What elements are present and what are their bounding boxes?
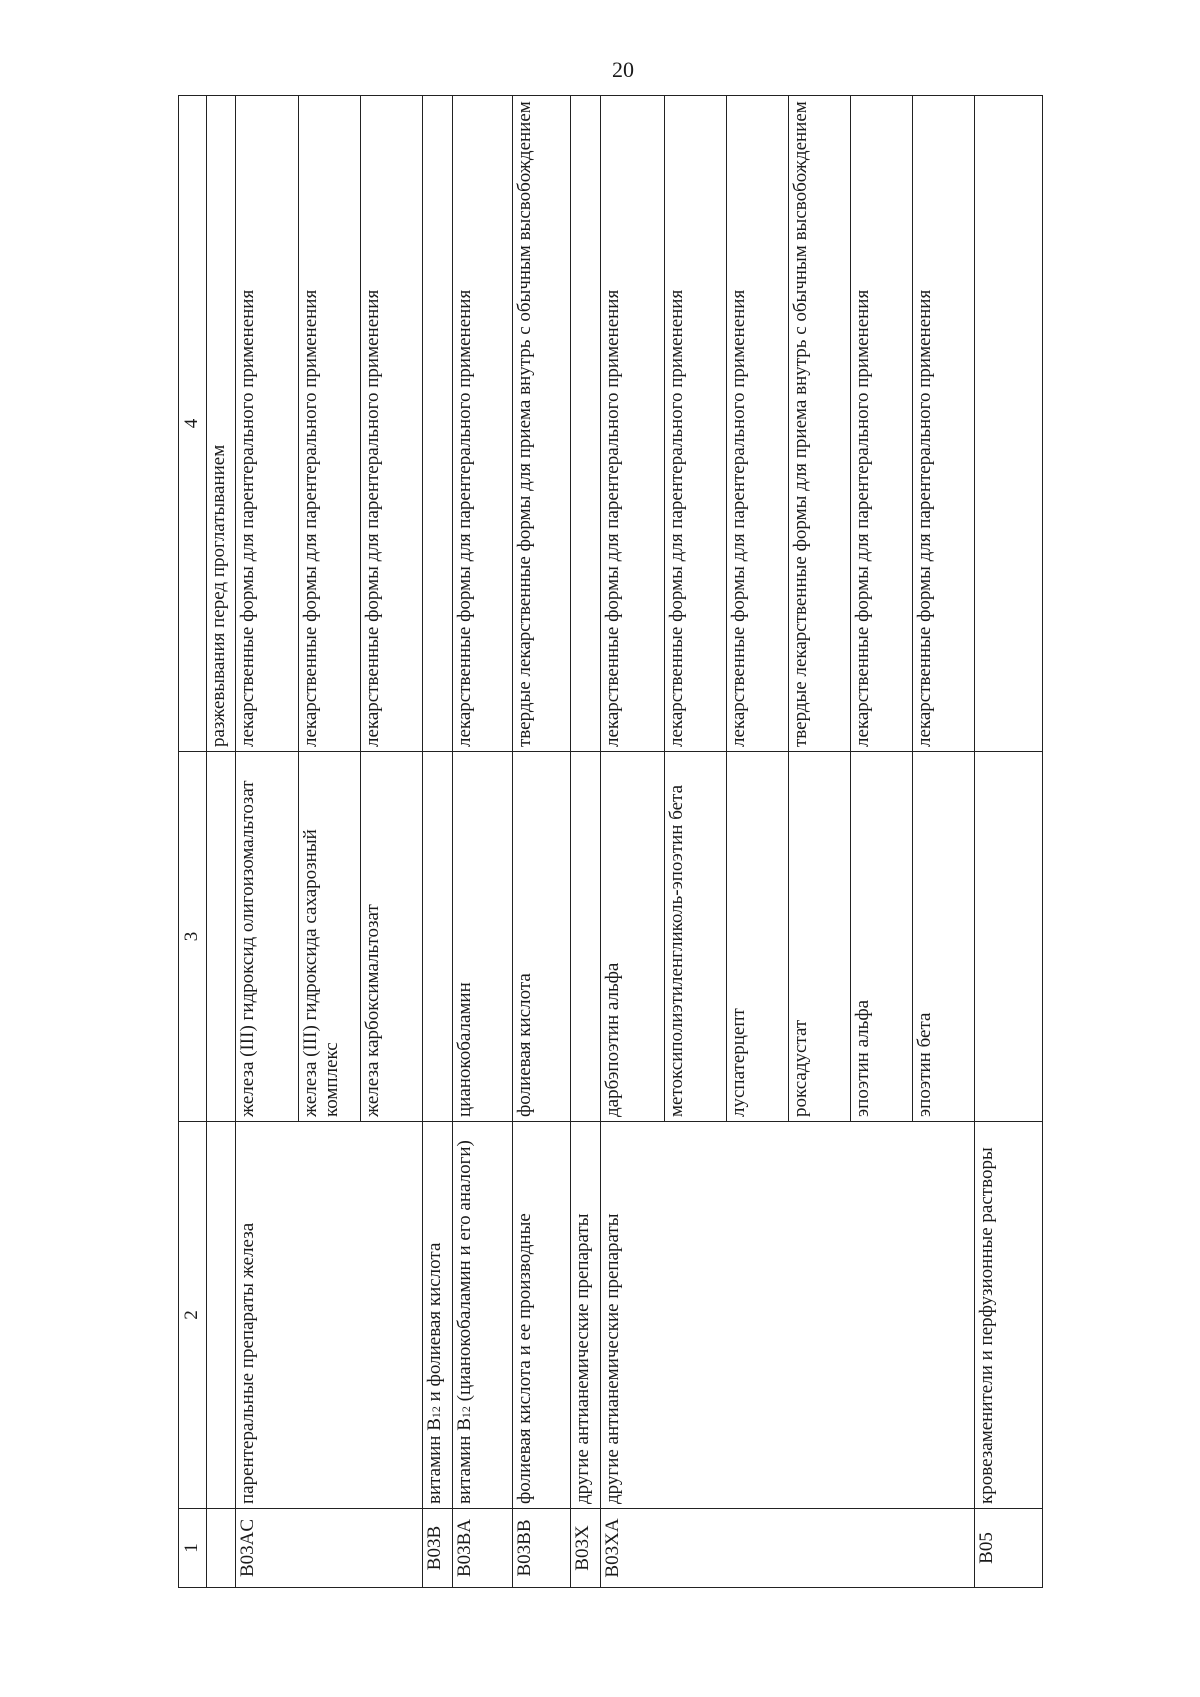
substance-cell: метоксиполиэтиленгликоль-эпоэтин бета [664, 752, 726, 1122]
column-header-1: 1 [179, 1509, 207, 1588]
atc-code-cell [207, 1509, 236, 1588]
column-header-2: 2 [179, 1122, 207, 1509]
substance-cell: эпоэтин бета [913, 752, 975, 1122]
table-row [512, 96, 570, 1588]
dosage-form-cell: твердые лекарственные формы для приема внутрь с обычным высвобождением [512, 96, 570, 752]
dosage-form-cell: твердые лекарственные формы для приема внутрь с обычным высвобождением [788, 96, 850, 752]
table-row [600, 96, 664, 1588]
dosage-form-cell: лекарственные формы для парентерального применения [664, 96, 726, 752]
dosage-form-cell [975, 96, 1043, 752]
table-row [207, 96, 236, 1588]
atc-code-cell: B03X [570, 1509, 600, 1588]
substance-cell: эпоэтин альфа [851, 752, 913, 1122]
dosage-form-cell: лекарственные формы для парентерального применения [299, 96, 361, 752]
substance-cell: железа (III) гидроксид олигоизомальтозат [235, 752, 298, 1122]
group-cell: фолиевая кислота и ее производные [512, 1122, 570, 1509]
atc-code-cell: B03XA [600, 1509, 975, 1588]
group-cell: кровезаменители и перфузионные растворы [975, 1122, 1043, 1509]
column-header-3: 3 [179, 752, 207, 1122]
dosage-form-cell: лекарственные формы для парентерального применения [600, 96, 664, 752]
substance-cell [975, 752, 1043, 1122]
dosage-form-cell: лекарственные формы для парентерального применения [851, 96, 913, 752]
group-text-subscript: 12 [429, 1406, 444, 1419]
substance-cell [570, 752, 600, 1122]
substance-cell [423, 752, 453, 1122]
table-row [975, 96, 1043, 1588]
atc-code-cell: B03BB [512, 1509, 570, 1588]
group-text-start: витамин B [424, 1418, 446, 1504]
table-row [570, 96, 600, 1588]
group-cell: другие антианемические препараты [570, 1122, 600, 1509]
substance-cell [207, 752, 236, 1122]
substance-cell: дарбэпоэтин альфа [600, 752, 664, 1122]
table-row [453, 96, 513, 1588]
dosage-form-cell: лекарственные формы для парентерального применения [361, 96, 423, 752]
table-row [235, 96, 298, 1588]
page-number: 20 [612, 57, 634, 82]
dosage-form-cell: лекарственные формы для парентерального применения [913, 96, 975, 752]
table-row [423, 96, 453, 1588]
group-text-end: (цианокобаламин и его аналоги) [454, 1140, 476, 1407]
table-header-row [179, 96, 207, 1588]
medicines-table [178, 95, 1043, 1588]
dosage-form-cell [423, 96, 453, 752]
substance-cell: цианокобаламин [453, 752, 513, 1122]
substance-cell: луспатерцепт [726, 752, 788, 1122]
substance-cell: фолиевая кислота [512, 752, 570, 1122]
dosage-form-cell: лекарственные формы для парентерального применения [453, 96, 513, 752]
substance-cell: железа (III) гидроксида сахарозный комплекс [299, 752, 361, 1122]
dosage-form-cell: лекарственные формы для парентерального применения [726, 96, 788, 752]
atc-code-cell: B03AC [235, 1509, 422, 1588]
atc-code-cell: B05 [975, 1509, 1043, 1588]
group-text-start: витамин B [454, 1418, 476, 1504]
substance-cell: железа карбоксимальтозат [361, 752, 423, 1122]
dosage-form-cell: разжевывания перед проглатыванием [207, 96, 236, 752]
atc-code-cell: B03BA [453, 1509, 513, 1588]
table-frame [178, 96, 1043, 1588]
atc-code-cell: B03B [423, 1509, 453, 1588]
group-text-subscript: 12 [459, 1406, 474, 1419]
column-header-4: 4 [179, 96, 207, 752]
dosage-form-cell: лекарственные формы для парентерального применения [235, 96, 298, 752]
group-cell [207, 1122, 236, 1509]
group-cell [423, 1122, 453, 1509]
rotated-table-container [178, 96, 1043, 1588]
substance-cell: роксадустат [788, 752, 850, 1122]
group-cell: другие антианемические препараты [600, 1122, 975, 1509]
dosage-form-cell [570, 96, 600, 752]
group-text-end: и фолиевая кислота [424, 1242, 446, 1407]
group-cell [453, 1122, 513, 1509]
group-cell: парентеральные препараты железа [235, 1122, 422, 1509]
